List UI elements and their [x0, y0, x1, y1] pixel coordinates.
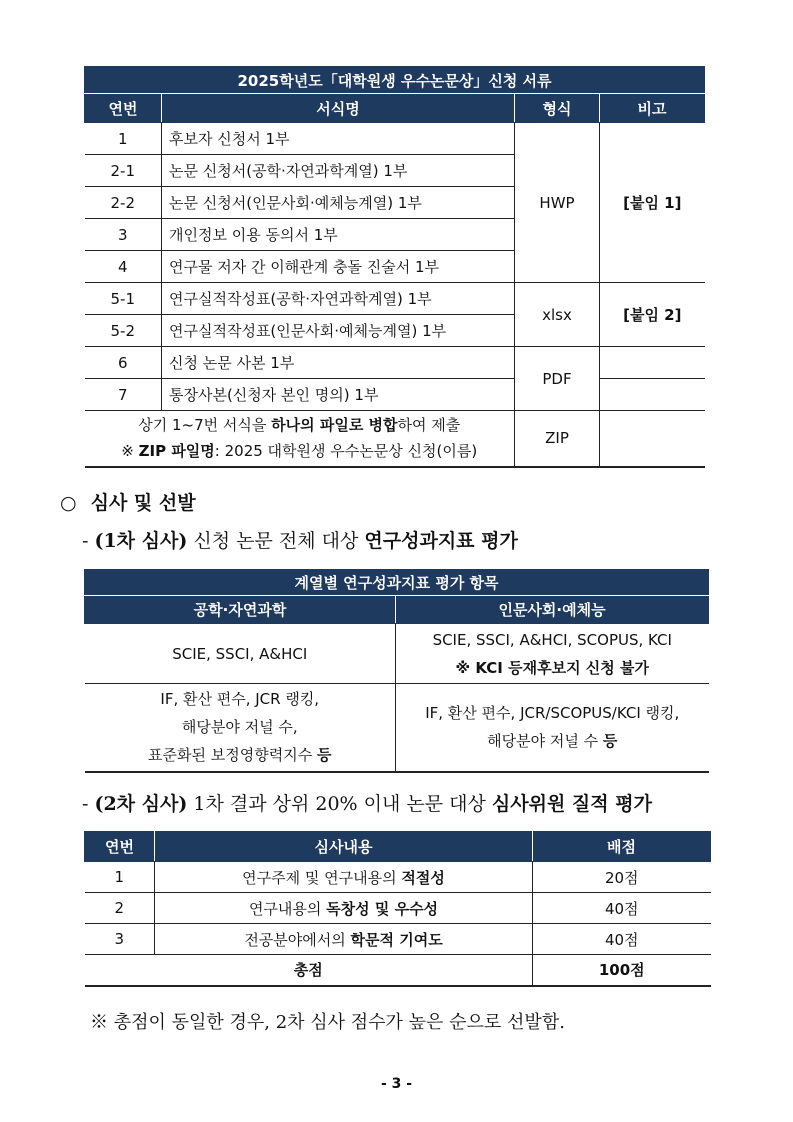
humanities-metrics-line2: 해당분야 저널 수 — [487, 732, 603, 751]
format-xlsx: xlsx — [515, 283, 600, 347]
first-review-bold: 연구성과지표 평가 — [364, 530, 518, 552]
total-label: 총점 — [85, 955, 533, 986]
review-score: 20점 — [533, 862, 711, 893]
form-name: 논문 신청서(인문사회·예체능계열) 1부 — [162, 187, 515, 219]
section-heading — [60, 488, 196, 515]
col-header-score: 배점 — [533, 832, 711, 862]
form-name: 후보자 신청서 1부 — [162, 123, 515, 155]
merge-text-pre: 상기 1~7번 서식을 — [138, 416, 272, 435]
engineering-metrics-line1: IF, 환산 편수, JCR 랭킹, — [160, 690, 320, 709]
kci-note: ※ KCI 등재후보지 신청 불가 — [455, 658, 649, 677]
col-header-no: 연번 — [85, 94, 162, 123]
review-score: 40점 — [533, 893, 711, 924]
second-review-score-table — [84, 831, 711, 987]
engineering-metrics-line2: 해당분야 저널 수, — [181, 718, 298, 737]
remark-empty — [600, 347, 705, 379]
documents-table-title: 2025학년도「대학원생 우수논문상」신청 서류 — [85, 67, 705, 94]
humanities-metrics — [396, 684, 709, 772]
criteria-table-title: 계열별 연구성과지표 평가 항목 — [85, 570, 709, 596]
remark-empty — [600, 411, 705, 467]
merge-instruction — [85, 411, 515, 467]
format-hwp: HWP — [515, 123, 600, 283]
form-name: 연구실적작성표(인문사회·예체능계열) 1부 — [162, 315, 515, 347]
review-content-bold: 독창성 — [326, 899, 370, 918]
col-header-remarks: 비고 — [600, 94, 705, 123]
page-number: - 3 - — [380, 1076, 413, 1092]
row-no: 5-1 — [85, 283, 162, 315]
second-review-line — [82, 789, 652, 816]
review-score: 40점 — [533, 924, 711, 955]
review-content-mid: 및 — [369, 899, 395, 918]
row-no: 2-2 — [85, 187, 162, 219]
zip-filename-text: : 2025 대학원생 우수논문상 신청(이름) — [214, 442, 478, 461]
zip-filename-label: ZIP 파일명 — [138, 442, 215, 461]
col-header-no: 연번 — [85, 832, 155, 862]
row-no: 7 — [85, 379, 162, 411]
merge-text-bold: 하나의 파일로 병합 — [271, 416, 398, 435]
row-no: 3 — [85, 219, 162, 251]
first-review-text: 신청 논문 전체 대상 — [193, 530, 359, 552]
first-review-line — [82, 526, 518, 553]
second-review-text: 1차 결과 상위 20% 이내 논문 대상 — [193, 793, 486, 815]
col-header-form-name: 서식명 — [162, 94, 515, 123]
section-title: 심사 및 선발 — [90, 492, 196, 514]
row-no: 1 — [85, 123, 162, 155]
review-content — [155, 893, 533, 924]
col-header-engineering: 공학·자연과학 — [85, 596, 396, 624]
review-content — [155, 924, 533, 955]
dash: - — [82, 793, 89, 815]
review-content-text: 연구주제 및 연구내용의 — [242, 868, 402, 887]
form-name: 통장사본(신청자 본인 명의) 1부 — [162, 379, 515, 411]
col-header-format: 형식 — [515, 94, 600, 123]
dash: - — [82, 530, 89, 552]
bullet-icon: ○ — [60, 492, 77, 514]
humanities-metrics-line1: IF, 환산 편수, JCR/SCOPUS/KCI 랭킹, — [425, 704, 680, 723]
form-name: 개인정보 이용 동의서 1부 — [162, 219, 515, 251]
footnote: ※ 총점이 동일한 경우, 2차 심사 점수가 높은 순으로 선발함. — [90, 1012, 565, 1033]
review-content-bold2: 우수성 — [394, 899, 439, 918]
engineering-metrics — [85, 684, 396, 772]
row-no: 6 — [85, 347, 162, 379]
remark-attachment-2: [붙임 2] — [600, 283, 705, 347]
remark-empty — [600, 379, 705, 411]
format-zip: ZIP — [515, 411, 600, 467]
row-no: 2 — [85, 893, 155, 924]
form-name: 신청 논문 사본 1부 — [162, 347, 515, 379]
review-content-bold: 학문적 기여도 — [350, 930, 443, 949]
review-content-text: 연구내용의 — [248, 899, 327, 918]
evaluation-criteria-table — [84, 569, 709, 773]
review-content-text: 전공분야에서의 — [244, 930, 351, 949]
review-content — [155, 862, 533, 893]
row-no: 5-2 — [85, 315, 162, 347]
merge-text-post: 하여 제출 — [397, 416, 461, 435]
format-pdf: PDF — [515, 347, 600, 411]
humanities-indices-line1: SCIE, SSCI, A&HCI, SCOPUS, KCI — [432, 630, 672, 649]
form-name: 연구물 저자 간 이해관계 충돌 진술서 1부 — [162, 251, 515, 283]
required-documents-table — [84, 66, 705, 468]
first-review-label: (1차 심사) — [94, 530, 188, 552]
col-header-review-content: 심사내용 — [155, 832, 533, 862]
second-review-bold: 심사위원 질적 평가 — [491, 793, 652, 815]
humanities-indices — [396, 624, 709, 684]
row-no: 2-1 — [85, 155, 162, 187]
total-score: 100점 — [533, 955, 711, 986]
engineering-metrics-etc: 등 — [316, 746, 332, 765]
col-header-humanities: 인문사회·예체능 — [396, 596, 709, 624]
row-no: 3 — [85, 924, 155, 955]
engineering-metrics-line3: 표준화된 보정영향력지수 — [148, 746, 317, 765]
zip-mark: ※ — [121, 442, 139, 461]
remark-attachment-1: [붙임 1] — [600, 123, 705, 283]
second-review-label: (2차 심사) — [94, 793, 188, 815]
row-no: 1 — [85, 862, 155, 893]
review-content-bold: 적절성 — [401, 868, 445, 887]
form-name: 논문 신청서(공학·자연과학계열) 1부 — [162, 155, 515, 187]
humanities-metrics-etc: 등 — [602, 732, 618, 751]
row-no: 4 — [85, 251, 162, 283]
engineering-indices: SCIE, SSCI, A&HCI — [85, 624, 396, 684]
form-name: 연구실적작성표(공학·자연과학계열) 1부 — [162, 283, 515, 315]
